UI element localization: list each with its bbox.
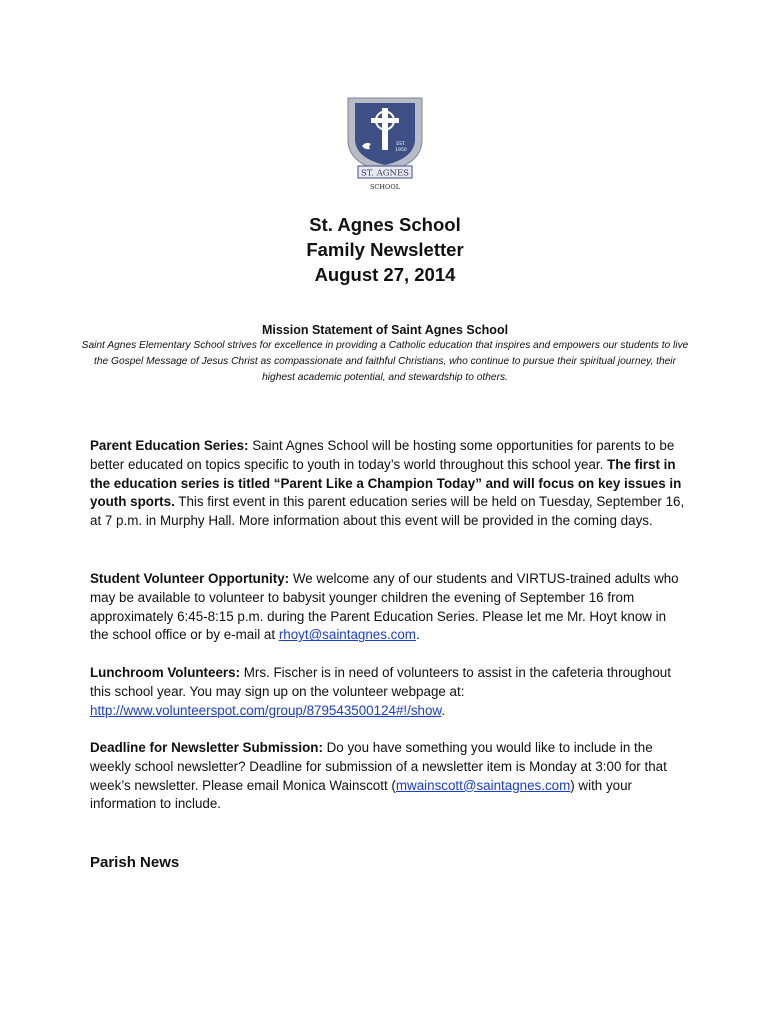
lunchroom-end: .	[441, 702, 446, 718]
parish-news-heading: Parish News	[90, 854, 180, 871]
lunchroom-paragraph	[90, 664, 688, 720]
mission-heading: Mission Statement of Saint Agnes School	[261, 323, 509, 337]
mwainscott-email-link[interactable]: mwainscott@saintagnes.com	[395, 777, 571, 793]
newsletter-title	[0, 212, 770, 287]
logo-est: EST.	[396, 142, 406, 147]
newsletter-date: August 27, 2014	[314, 264, 456, 285]
parent-education-highlight: The first in the education series is titled “Parent Like a Champion Today” and will focus on key issues in youth sports.	[90, 456, 682, 510]
school-crest-logo	[338, 92, 432, 196]
student-volunteer-end: .	[415, 627, 420, 643]
parent-education-paragraph	[90, 437, 688, 531]
deadline-paragraph	[90, 739, 688, 814]
lunchroom-text: Mrs. Fischer is in need of volunteers to assist in the cafeteria throughout this school year. You may sign up on the volunteer webpage at:	[90, 665, 671, 699]
rhoyt-email-link[interactable]: rhoyt@saintagnes.com	[278, 627, 416, 643]
newsletter-name: Family Newsletter	[306, 239, 464, 260]
parent-education-details: This first event in this parent education series will be held on Tuesday, September 16, at 7 p.m. in Murphy Hall. More information about this event will be provided in the coming days.	[90, 494, 685, 529]
deadline-text: Do you have something you would like to include in the weekly school newsletter? Deadline for submission of a newsletter item is Monday at 3:00 for that week’s newsletter. Please email Monica Wainscott (	[90, 740, 667, 793]
logo-year: 1950	[395, 148, 407, 153]
parent-education-text: Saint Agnes School will be hosting some opportunities for parents to be better educated on topics specific to youth in today’s world throughout this school year.	[90, 438, 675, 472]
student-volunteer-label: Student Volunteer Opportunity:	[90, 571, 290, 586]
logo-name: ST. AGNES	[360, 168, 410, 179]
student-volunteer-text: We welcome any of our students and VIRTUS-trained adults who may be available to volunteer to babysit younger children the evening of September 16 from approximately 6:45-8:15 p.m. during the Parent Education Series. Please let me Mr. Hoyt know in the school office or by e-mail at	[90, 571, 679, 643]
lunchroom-label: Lunchroom Volunteers:	[90, 665, 241, 680]
parent-education-label: Parent Education Series:	[90, 438, 249, 453]
student-volunteer-paragraph	[90, 570, 688, 645]
mission-text: Saint Agnes Elementary School strives for excellence in providing a Catholic education that inspires and empowers our students to live the Gospel Message of Jesus Christ as compassionate and faithful Christians, who continue to pursue their spiritual journey, their highest academic potential, and stewardship to others.	[81, 340, 689, 383]
logo-school: SCHOOL	[369, 183, 401, 191]
volunteerspot-link[interactable]: http://www.volunteerspot.com/group/879543500124#!/show	[90, 702, 442, 718]
school-name: St. Agnes School	[309, 214, 461, 235]
deadline-end: ) with your information to include.	[90, 777, 633, 812]
deadline-label: Deadline for Newsletter Submission:	[90, 740, 323, 755]
